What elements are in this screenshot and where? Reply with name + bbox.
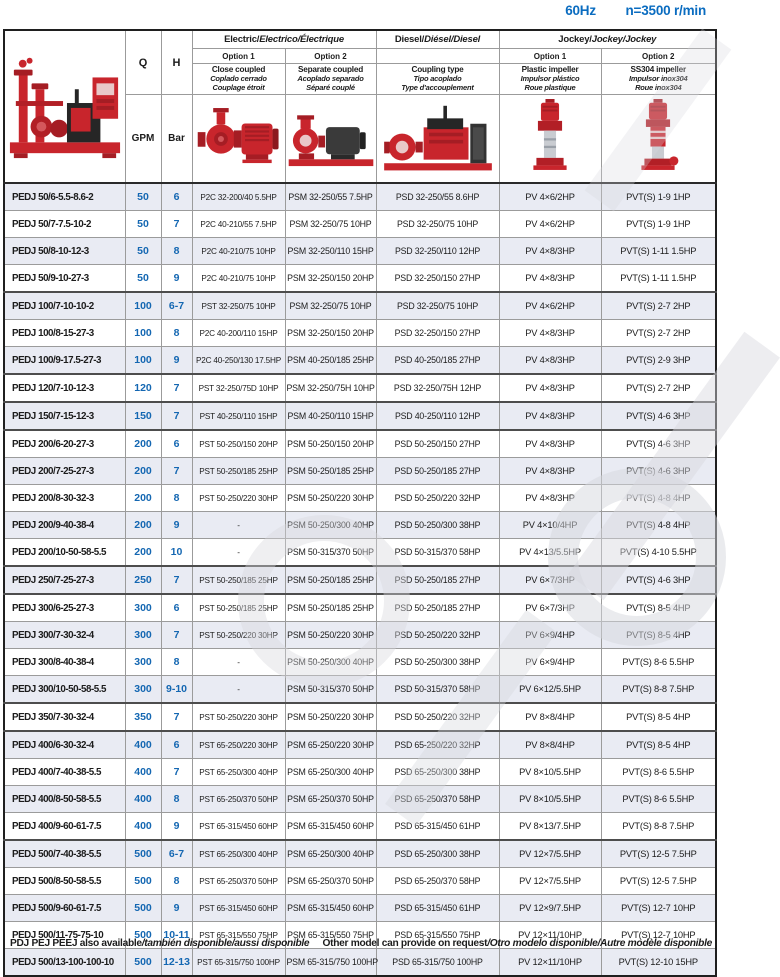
jockey-pump-plastic-photo <box>499 95 601 184</box>
jockey-option2-cell: PVT(S) 12-7 10HP <box>601 922 716 949</box>
electric-option1-cell: PST 65-250/220 30HP <box>192 731 285 759</box>
diesel-cell: PSD 65-250/370 58HP <box>376 786 499 813</box>
h-cell: 6-7 <box>161 292 192 320</box>
diesel-group-header: Diesel/Diésel/Diesel <box>376 30 499 49</box>
jockey-option2-cell: PVT(S) 4-6 3HP <box>601 402 716 430</box>
jockey-option1-cell: PV 12×7/5.5HP <box>499 840 601 868</box>
model-cell: PEDJ 300/10-50-58-5.5 <box>4 676 125 704</box>
electric-option1-header: Option 1 <box>192 49 285 64</box>
electric-group-header: Electric/Electrico/Électrique <box>192 30 376 49</box>
electric-option2-cell: PSM 50-250/185 25HP <box>285 566 376 594</box>
jockey-option1-cell: PV 4×8/3HP <box>499 374 601 402</box>
electric-option2-cell: PSM 40-250/110 15HP <box>285 402 376 430</box>
electric-option1-cell: PST 65-315/450 60HP <box>192 813 285 841</box>
jockey-option1-cell: PV 12×11/10HP <box>499 922 601 949</box>
table-row <box>4 703 716 731</box>
q-cell: 400 <box>125 759 161 786</box>
diesel-option-spacer <box>376 49 499 64</box>
model-cell: PEDJ 200/9-40-38-4 <box>4 512 125 539</box>
table-row <box>4 430 716 458</box>
diesel-cell: PSD 32-250/55 8.6HP <box>376 183 499 211</box>
diesel-cell: PSD 50-250/220 32HP <box>376 703 499 731</box>
h-cell: 7 <box>161 402 192 430</box>
model-cell: PEDJ 200/10-50-58-5.5 <box>4 539 125 567</box>
jockey-option1-cell: PV 4×8/3HP <box>499 402 601 430</box>
table-row <box>4 949 716 977</box>
electric-option1-cell: PST 50-250/185 25HP <box>192 458 285 485</box>
electric-option1-cell: PST 50-250/150 20HP <box>192 430 285 458</box>
electric-option2-cell: PSM 50-250/300 40HP <box>285 649 376 676</box>
q-cell: 50 <box>125 238 161 265</box>
electric-option1-cell: PST 32-250/75D 10HP <box>192 374 285 402</box>
table-row <box>4 539 716 567</box>
h-cell: 8 <box>161 320 192 347</box>
electric-option1-cell: PST 50-250/220 30HP <box>192 622 285 649</box>
table-row <box>4 649 716 676</box>
q-cell: 300 <box>125 594 161 622</box>
h-cell: 7 <box>161 759 192 786</box>
diesel-cell: PSD 50-250/300 38HP <box>376 649 499 676</box>
model-cell: PEDJ 150/7-15-12-3 <box>4 402 125 430</box>
electric-option1-cell: PST 50-250/220 30HP <box>192 703 285 731</box>
model-cell: PEDJ 500/7-40-38-5.5 <box>4 840 125 868</box>
h-cell: 7 <box>161 374 192 402</box>
electric-option2-cell: PSM 32-250/110 15HP <box>285 238 376 265</box>
jockey-option1-cell: PV 4×8/3HP <box>499 320 601 347</box>
plastic-impeller-desc: Plastic impeller Impulsor plástico Roue plastique <box>499 64 601 95</box>
diesel-cell: PSD 32-250/150 27HP <box>376 320 499 347</box>
table-row <box>4 265 716 293</box>
jockey-option1-cell: PV 4×10/4HP <box>499 512 601 539</box>
electric-option1-cell: PST 65-250/300 40HP <box>192 759 285 786</box>
diesel-cell: PSD 50-250/300 38HP <box>376 512 499 539</box>
electric-option2-cell: PSM 32-250/75H 10HP <box>285 374 376 402</box>
jockey-option2-cell: PVT(S) 8-8 7.5HP <box>601 813 716 841</box>
jockey-option2-cell: PVT(S) 8-5 4HP <box>601 594 716 622</box>
table-row <box>4 374 716 402</box>
q-cell: 300 <box>125 649 161 676</box>
electric-option2-cell: PSM 65-250/370 50HP <box>285 868 376 895</box>
q-cell: 200 <box>125 430 161 458</box>
q-cell: 50 <box>125 211 161 238</box>
jockey-option2-cell: PVT(S) 8-6 5.5HP <box>601 786 716 813</box>
pump-table-body <box>4 183 716 976</box>
operating-conditions <box>565 3 706 18</box>
electric-option1-cell: PST 32-250/75 10HP <box>192 292 285 320</box>
model-cell: PEDJ 500/9-60-61-7.5 <box>4 895 125 922</box>
model-cell: PEDJ 500/8-50-58-5.5 <box>4 868 125 895</box>
table-row <box>4 320 716 347</box>
jockey-option2-cell: PVT(S) 1-11 1.5HP <box>601 265 716 293</box>
table-row <box>4 512 716 539</box>
h-cell: 8 <box>161 238 192 265</box>
jockey-option2-cell: PVT(S) 12-10 15HP <box>601 949 716 977</box>
electric-option2-cell: PSM 65-250/370 50HP <box>285 786 376 813</box>
jockey-option1-cell: PV 8×10/5.5HP <box>499 786 601 813</box>
jockey-option1-cell: PV 4×6/2HP <box>499 183 601 211</box>
table-row <box>4 759 716 786</box>
jockey-option1-cell: PV 4×8/3HP <box>499 265 601 293</box>
jockey-option1-cell: PV 4×8/3HP <box>499 238 601 265</box>
q-cell: 100 <box>125 320 161 347</box>
jockey-option2-cell: PVT(S) 2-9 3HP <box>601 347 716 375</box>
separate-coupled-desc: Separate coupled Acoplado separado Séparé couplé <box>285 64 376 95</box>
q-cell: 500 <box>125 840 161 868</box>
h-cell: 7 <box>161 703 192 731</box>
diesel-cell: PSD 65-315/450 61HP <box>376 813 499 841</box>
electric-option1-cell: PST 65-250/370 50HP <box>192 868 285 895</box>
jockey-option1-cell: PV 12×9/7.5HP <box>499 895 601 922</box>
table-row <box>4 211 716 238</box>
diesel-cell: PSD 65-250/370 58HP <box>376 868 499 895</box>
electric-option1-cell: - <box>192 512 285 539</box>
close-coupled-pump-icon <box>196 106 282 172</box>
jockey-option2-cell: PVT(S) 8-5 4HP <box>601 622 716 649</box>
table-row <box>4 676 716 704</box>
table-row <box>4 813 716 841</box>
electric-option1-cell: - <box>192 539 285 567</box>
electric-option2-cell: PSM 40-250/185 25HP <box>285 347 376 375</box>
q-cell: 300 <box>125 676 161 704</box>
model-cell: PEDJ 300/7-30-32-4 <box>4 622 125 649</box>
diesel-cell: PSD 65-315/750 100HP <box>376 949 499 977</box>
diesel-cell: PSD 50-250/185 27HP <box>376 458 499 485</box>
jockey-option1-cell: PV 6×7/3HP <box>499 594 601 622</box>
q-cell: 120 <box>125 374 161 402</box>
electric-option2-cell: PSM 32-250/75 10HP <box>285 292 376 320</box>
separate-coupled-pump-icon <box>287 106 375 172</box>
electric-option2-cell: PSM 32-250/75 10HP <box>285 211 376 238</box>
table-row <box>4 402 716 430</box>
electric-option2-cell: PSM 65-250/300 40HP <box>285 759 376 786</box>
electric-option2-cell: PSM 65-315/750 100HP <box>285 949 376 977</box>
model-cell: PEDJ 120/7-10-12-3 <box>4 374 125 402</box>
diesel-cell: PSD 50-315/370 58HP <box>376 676 499 704</box>
coupling-type-desc: Coupling type Tipo acoplado Type d'accouplement <box>376 64 499 95</box>
q-cell: 500 <box>125 949 161 977</box>
jockey-option2-cell: PVT(S) 8-5 4HP <box>601 731 716 759</box>
q-cell: 500 <box>125 868 161 895</box>
electric-option1-cell: - <box>192 676 285 704</box>
q-cell: 200 <box>125 512 161 539</box>
q-cell: 400 <box>125 731 161 759</box>
electric-option2-header: Option 2 <box>285 49 376 64</box>
h-cell: 6 <box>161 594 192 622</box>
jockey-option2-cell: PVT(S) 8-5 4HP <box>601 703 716 731</box>
q-cell: 100 <box>125 292 161 320</box>
diesel-cell: PSD 50-250/220 32HP <box>376 622 499 649</box>
electric-option2-cell: PSM 32-250/55 7.5HP <box>285 183 376 211</box>
electric-option2-cell: PSM 32-250/150 20HP <box>285 265 376 293</box>
footer-left-note: PDJ PEJ PEEJ also available/también disponible/aussi disponible <box>10 938 310 949</box>
diesel-cell: PSD 50-250/150 27HP <box>376 430 499 458</box>
q-cell: 100 <box>125 347 161 375</box>
q-cell: 250 <box>125 566 161 594</box>
h-cell: 7 <box>161 458 192 485</box>
model-cell: PEDJ 100/9-17.5-27-3 <box>4 347 125 375</box>
electric-option2-cell: PSM 50-250/150 20HP <box>285 430 376 458</box>
fire-pump-package-photo <box>4 30 125 183</box>
model-cell: PEDJ 400/9-60-61-7.5 <box>4 813 125 841</box>
electric-option2-cell: PSM 65-315/450 60HP <box>285 895 376 922</box>
h-cell: 7 <box>161 566 192 594</box>
bar-unit-header: Bar <box>161 95 192 184</box>
diesel-cell: PSD 65-250/220 32HP <box>376 731 499 759</box>
q-cell: 50 <box>125 183 161 211</box>
q-cell: 200 <box>125 539 161 567</box>
diesel-cell: PSD 50-250/220 32HP <box>376 485 499 512</box>
jockey-option1-cell: PV 12×7/5.5HP <box>499 868 601 895</box>
jockey-option2-cell: PVT(S) 2-7 2HP <box>601 320 716 347</box>
jockey-option1-cell: PV 6×7/3HP <box>499 566 601 594</box>
electric-option1-cell: P2C 40-210/55 7.5HP <box>192 211 285 238</box>
diesel-cell: PSD 65-250/300 38HP <box>376 840 499 868</box>
table-row <box>4 840 716 868</box>
h-cell: 9 <box>161 265 192 293</box>
h-cell: 8 <box>161 868 192 895</box>
diesel-cell: PSD 65-315/450 61HP <box>376 895 499 922</box>
jockey-option1-cell: PV 6×9/4HP <box>499 649 601 676</box>
jockey-pump-plastic-icon <box>527 99 573 179</box>
q-column-header: Q <box>125 30 161 95</box>
h-cell: 10-11 <box>161 922 192 949</box>
model-cell: PEDJ 100/7-10-10-2 <box>4 292 125 320</box>
jockey-option1-cell: PV 4×8/3HP <box>499 347 601 375</box>
jockey-option2-cell: PVT(S) 4-6 3HP <box>601 458 716 485</box>
electric-option1-cell: PST 65-315/750 100HP <box>192 949 285 977</box>
h-cell: 9-10 <box>161 676 192 704</box>
table-row <box>4 183 716 211</box>
h-cell: 8 <box>161 786 192 813</box>
q-cell: 200 <box>125 458 161 485</box>
model-cell: PEDJ 50/8-10-12-3 <box>4 238 125 265</box>
electric-option1-cell: - <box>192 649 285 676</box>
model-cell: PEDJ 100/8-15-27-3 <box>4 320 125 347</box>
jockey-option2-cell: PVT(S) 12-7 10HP <box>601 895 716 922</box>
jockey-option2-cell: PVT(S) 4-8 4HP <box>601 485 716 512</box>
table-row <box>4 731 716 759</box>
diesel-cell: PSD 65-315/550 75HP <box>376 922 499 949</box>
diesel-cell: PSD 50-315/370 58HP <box>376 539 499 567</box>
table-row <box>4 895 716 922</box>
jockey-option2-cell: PVT(S) 8-8 7.5HP <box>601 676 716 704</box>
q-cell: 500 <box>125 922 161 949</box>
table-row <box>4 622 716 649</box>
table-row <box>4 485 716 512</box>
table-row <box>4 594 716 622</box>
electric-option2-cell: PSM 50-250/220 30HP <box>285 485 376 512</box>
electric-option2-cell: PSM 50-250/185 25HP <box>285 594 376 622</box>
model-cell: PEDJ 250/7-25-27-3 <box>4 566 125 594</box>
model-cell: PEDJ 400/7-40-38-5.5 <box>4 759 125 786</box>
gpm-unit-header: GPM <box>125 95 161 184</box>
diesel-pump-photo <box>376 95 499 184</box>
jockey-option2-cell: PVT(S) 12-5 7.5HP <box>601 840 716 868</box>
jockey-option2-cell: PVT(S) 12-5 7.5HP <box>601 868 716 895</box>
footer-notes <box>0 938 718 949</box>
jockey-option2-cell: PVT(S) 1-9 1HP <box>601 211 716 238</box>
electric-option1-cell: P2C 40-250/130 17.5HP <box>192 347 285 375</box>
model-cell: PEDJ 200/8-30-32-3 <box>4 485 125 512</box>
jockey-option1-cell: PV 8×13/7.5HP <box>499 813 601 841</box>
jockey-option2-cell: PVT(S) 1-9 1HP <box>601 183 716 211</box>
model-cell: PEDJ 400/6-30-32-4 <box>4 731 125 759</box>
diesel-cell: PSD 50-250/185 27HP <box>376 566 499 594</box>
model-cell: PEDJ 200/7-25-27-3 <box>4 458 125 485</box>
q-cell: 50 <box>125 265 161 293</box>
model-cell: PEDJ 50/6-5.5-8.6-2 <box>4 183 125 211</box>
diesel-cell: PSD 50-250/185 27HP <box>376 594 499 622</box>
electric-option2-cell: PSM 50-315/370 50HP <box>285 539 376 567</box>
diesel-cell: PSD 32-250/150 27HP <box>376 265 499 293</box>
table-row <box>4 238 716 265</box>
electric-option1-cell: PST 40-250/110 15HP <box>192 402 285 430</box>
q-cell: 200 <box>125 485 161 512</box>
electric-option2-cell: PSM 50-250/220 30HP <box>285 622 376 649</box>
jockey-option2-cell: PVT(S) 2-7 2HP <box>601 374 716 402</box>
electric-option2-cell: PSM 50-315/370 50HP <box>285 676 376 704</box>
electric-option2-cell: PSM 50-250/300 40HP <box>285 512 376 539</box>
table-row <box>4 347 716 375</box>
jockey-option2-cell: PVT(S) 8-6 5.5HP <box>601 649 716 676</box>
fire-pump-package-icon <box>6 45 124 163</box>
model-cell: PEDJ 200/6-20-27-3 <box>4 430 125 458</box>
table-row <box>4 868 716 895</box>
h-cell: 9 <box>161 347 192 375</box>
jockey-option1-cell: PV 4×8/3HP <box>499 458 601 485</box>
jockey-option2-cell: PVT(S) 4-8 4HP <box>601 512 716 539</box>
h-cell: 6-7 <box>161 840 192 868</box>
jockey-option1-cell: PV 6×9/4HP <box>499 622 601 649</box>
jockey-option2-cell: PVT(S) 4-6 3HP <box>601 430 716 458</box>
jockey-option1-cell: PV 12×11/10HP <box>499 949 601 977</box>
jockey-option1-cell: PV 4×8/3HP <box>499 430 601 458</box>
diesel-cell: PSD 32-250/75 10HP <box>376 211 499 238</box>
jockey-option1-cell: PV 8×8/4HP <box>499 731 601 759</box>
jockey-option1-cell: PV 8×8/4HP <box>499 703 601 731</box>
jockey-option2-cell: PVT(S) 1-11 1.5HP <box>601 238 716 265</box>
model-cell: PEDJ 300/8-40-38-4 <box>4 649 125 676</box>
electric-option2-cell: PSM 65-315/550 75HP <box>285 922 376 949</box>
h-cell: 7 <box>161 211 192 238</box>
table-row <box>4 566 716 594</box>
electric-option1-cell: PST 65-250/370 50HP <box>192 786 285 813</box>
model-cell: PEDJ 500/13-100-100-10 <box>4 949 125 977</box>
electric-option1-cell: PST 50-250/220 30HP <box>192 485 285 512</box>
q-cell: 350 <box>125 703 161 731</box>
jockey-group-header: Jockey/Jockey/Jockey <box>499 30 716 49</box>
jockey-option1-cell: PV 4×13/5.5HP <box>499 539 601 567</box>
electric-option2-cell: PSM 50-250/220 30HP <box>285 703 376 731</box>
diesel-cell: PSD 40-250/110 12HP <box>376 402 499 430</box>
jockey-option1-cell: PV 4×6/2HP <box>499 211 601 238</box>
table-row <box>4 458 716 485</box>
diesel-cell: PSD 32-250/75 10HP <box>376 292 499 320</box>
frequency-label: 60Hz <box>565 3 596 18</box>
jockey-pump-ss304-photo <box>601 95 716 184</box>
h-cell: 6 <box>161 731 192 759</box>
q-cell: 400 <box>125 786 161 813</box>
h-cell: 9 <box>161 512 192 539</box>
diesel-cell: PSD 32-250/110 12HP <box>376 238 499 265</box>
diesel-pump-icon <box>382 104 494 174</box>
electric-option1-cell: P2C 32-200/40 5.5HP <box>192 183 285 211</box>
model-cell: PEDJ 300/6-25-27-3 <box>4 594 125 622</box>
jockey-option2-cell: PVT(S) 4-10 5.5HP <box>601 539 716 567</box>
h-cell: 7 <box>161 622 192 649</box>
electric-option2-cell: PSM 65-315/450 60HP <box>285 813 376 841</box>
h-column-header: H <box>161 30 192 95</box>
footer-right-note: Other model can provide on request/Otro modelo disponible/Autre modèle disponible <box>322 938 712 949</box>
electric-option1-cell: P2C 40-210/75 10HP <box>192 265 285 293</box>
q-cell: 400 <box>125 813 161 841</box>
model-cell: PEDJ 400/8-50-58-5.5 <box>4 786 125 813</box>
jockey-option1-cell: PV 4×8/3HP <box>499 485 601 512</box>
h-cell: 8 <box>161 485 192 512</box>
h-cell: 9 <box>161 895 192 922</box>
q-cell: 300 <box>125 622 161 649</box>
electric-option1-cell: PST 50-250/185 25HP <box>192 594 285 622</box>
electric-option1-cell: PST 65-315/550 75HP <box>192 922 285 949</box>
electric-option1-cell: P2C 40-210/75 10HP <box>192 238 285 265</box>
table-row <box>4 292 716 320</box>
speed-label: n=3500 r/min <box>625 3 706 18</box>
close-coupled-pump-photo <box>192 95 285 184</box>
diesel-cell: PSD 40-250/185 27HP <box>376 347 499 375</box>
pump-selection-table <box>3 29 717 977</box>
jockey-option1-cell: PV 4×6/2HP <box>499 292 601 320</box>
q-cell: 500 <box>125 895 161 922</box>
jockey-option2-header: Option 2 <box>601 49 716 64</box>
separate-coupled-pump-photo <box>285 95 376 184</box>
jockey-option1-header: Option 1 <box>499 49 601 64</box>
electric-option1-cell: P2C 40-200/110 15HP <box>192 320 285 347</box>
electric-option1-cell: PST 50-250/185 25HP <box>192 566 285 594</box>
h-cell: 8 <box>161 649 192 676</box>
h-cell: 10 <box>161 539 192 567</box>
jockey-option2-cell: PVT(S) 2-7 2HP <box>601 292 716 320</box>
jockey-option2-cell: PVT(S) 8-6 5.5HP <box>601 759 716 786</box>
electric-option1-cell: PST 65-250/300 40HP <box>192 840 285 868</box>
model-cell: PEDJ 50/7-7.5-10-2 <box>4 211 125 238</box>
h-cell: 9 <box>161 813 192 841</box>
close-coupled-desc: Close coupled Coplado cerrado Couplage étroit <box>192 64 285 95</box>
electric-option2-cell: PSM 65-250/220 30HP <box>285 731 376 759</box>
electric-option2-cell: PSM 65-250/300 40HP <box>285 840 376 868</box>
electric-option2-cell: PSM 50-250/185 25HP <box>285 458 376 485</box>
electric-option1-cell: PST 65-315/450 60HP <box>192 895 285 922</box>
q-cell: 150 <box>125 402 161 430</box>
electric-option2-cell: PSM 32-250/150 20HP <box>285 320 376 347</box>
model-cell: PEDJ 50/9-10-27-3 <box>4 265 125 293</box>
jockey-option1-cell: PV 6×12/5.5HP <box>499 676 601 704</box>
table-row <box>4 786 716 813</box>
ss304-impeller-desc: SS304 impeller Impulsor inox304 Roue inox304 <box>601 64 716 95</box>
diesel-cell: PSD 65-250/300 38HP <box>376 759 499 786</box>
model-cell: PEDJ 350/7-30-32-4 <box>4 703 125 731</box>
diesel-cell: PSD 32-250/75H 12HP <box>376 374 499 402</box>
jockey-option2-cell: PVT(S) 4-6 3HP <box>601 566 716 594</box>
h-cell: 6 <box>161 430 192 458</box>
jockey-pump-ss304-icon <box>634 99 682 179</box>
jockey-option1-cell: PV 8×10/5.5HP <box>499 759 601 786</box>
h-cell: 6 <box>161 183 192 211</box>
model-cell: PEDJ 500/11-75-75-10 <box>4 922 125 949</box>
h-cell: 12-13 <box>161 949 192 977</box>
